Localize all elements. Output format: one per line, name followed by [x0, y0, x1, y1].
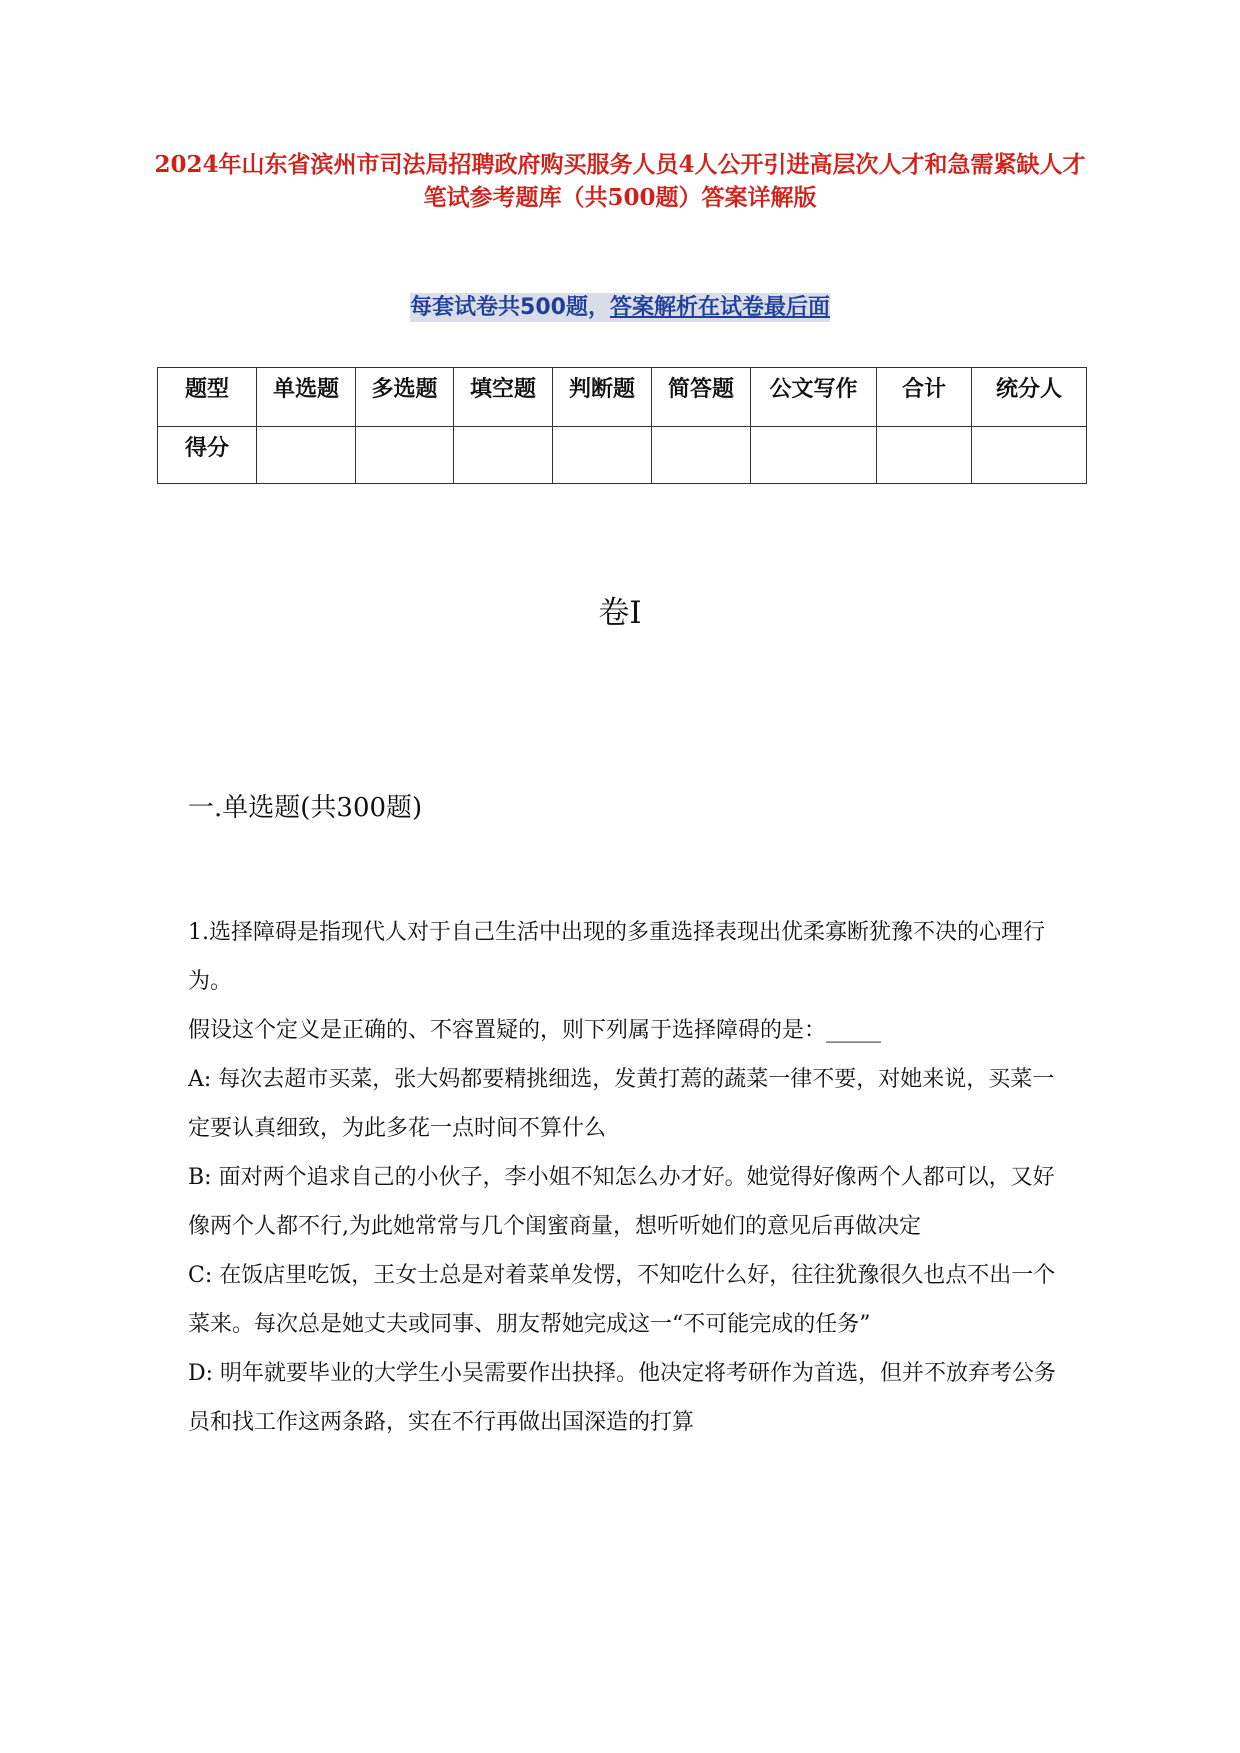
score-cell	[553, 427, 652, 484]
header-cell: 填空题	[454, 368, 553, 427]
score-table-header-row	[158, 368, 1087, 427]
score-cell	[454, 427, 553, 484]
question-prompt: 假设这个定义是正确的、不容置疑的，则下列属于选择障碍的是：_____	[188, 1018, 882, 1043]
header-cell: 多选题	[356, 368, 454, 427]
score-cell	[972, 427, 1087, 484]
volume-title: 卷Ⅰ	[598, 595, 642, 631]
option-c: C: 在饭店里吃饭，王女士总是对着菜单发愣，不知吃什么好，往往犹豫很久也点不出一个菜来。每次总是她丈夫或同事、朋友帮她完成这一“不可能完成的任务”	[188, 1263, 1056, 1337]
question-1	[188, 908, 1058, 1447]
score-cell	[257, 427, 356, 484]
section-title: 一.单选题(共300题)	[188, 793, 423, 823]
option-b: B: 面对两个追求自己的小伙子，李小姐不知怎么办才好。她觉得好像两个人都可以，又好像两个人都不行,为此她常常与几个闺蜜商量，想听听她们的意见后再做决定	[188, 1165, 1055, 1239]
question-stem: 1.选择障碍是指现代人对于自己生活中出现的多重选择表现出优柔寡断犹豫不决的心理行为。	[188, 920, 1045, 994]
score-cell	[751, 427, 877, 484]
header-cell: 统分人	[972, 368, 1087, 427]
document-title: 2024年山东省滨州市司法局招聘政府购买服务人员4人公开引进高层次人才和急需紧缺人才笔试参考题库（共500题）答案详解版	[154, 151, 1086, 211]
score-row-label: 得分	[158, 427, 257, 484]
score-table	[157, 367, 1087, 484]
score-cell	[356, 427, 454, 484]
score-cell	[877, 427, 972, 484]
score-table-score-row	[158, 427, 1087, 484]
header-cell: 判断题	[553, 368, 652, 427]
subtitle-highlight: 每套试卷共500题，	[410, 295, 610, 320]
header-cell: 题型	[158, 368, 257, 427]
header-cell: 简答题	[652, 368, 751, 427]
score-cell	[652, 427, 751, 484]
option-a: A: 每次去超市买菜，张大妈都要精挑细选，发黄打蔫的蔬菜一律不要，对她来说，买菜一定要认真细致，为此多花一点时间不算什么	[188, 1067, 1055, 1141]
header-cell: 合计	[877, 368, 972, 427]
option-d: D: 明年就要毕业的大学生小吴需要作出抉择。他决定将考研作为首选，但并不放弃考公务员和找工作这两条路，实在不行再做出国深造的打算	[188, 1361, 1057, 1435]
subtitle	[0, 293, 1240, 323]
header-cell: 公文写作	[751, 368, 877, 427]
header-cell: 单选题	[257, 368, 356, 427]
answer-location-link[interactable]: 答案解析在试卷最后面	[609, 295, 830, 320]
